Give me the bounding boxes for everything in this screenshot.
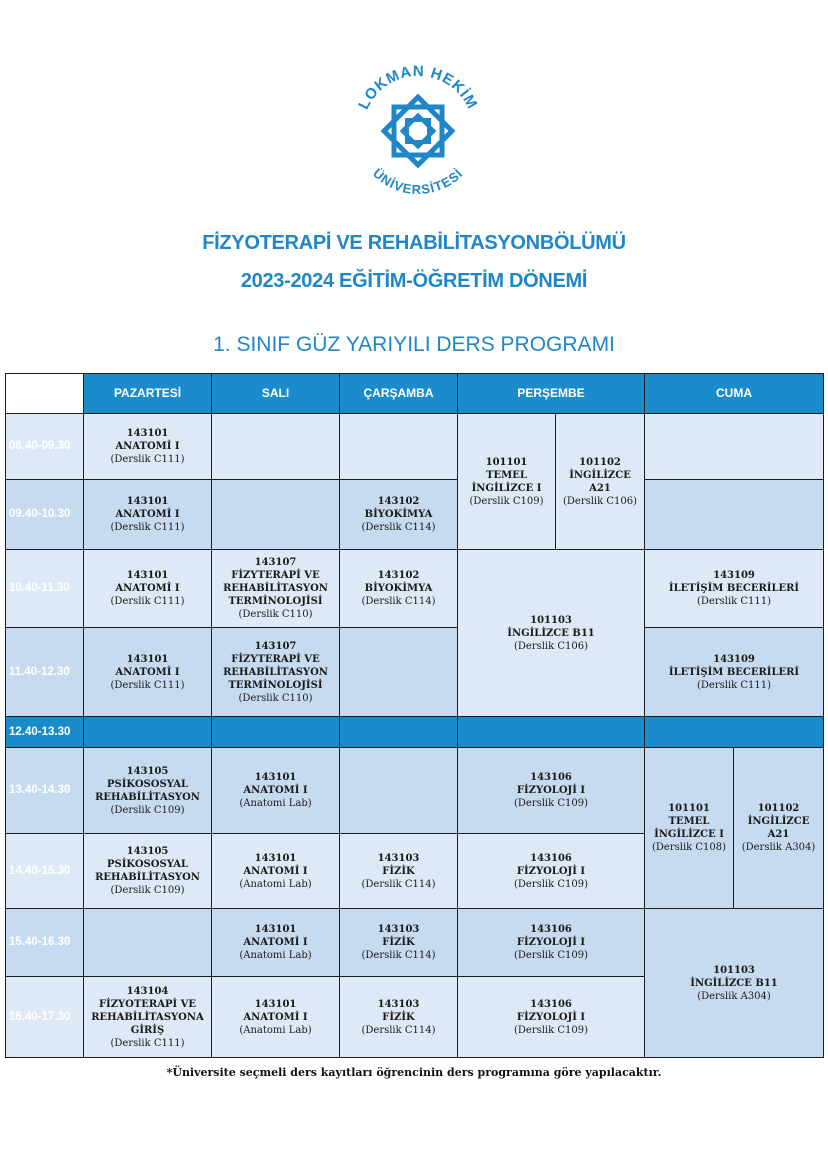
course-cell	[645, 909, 824, 1058]
course-code: 143101	[126, 496, 169, 507]
course-room: (Derslik C106)	[562, 495, 638, 507]
course-cell	[458, 550, 645, 717]
svg-text:LOKMAN HEKİM: LOKMAN HEKİM	[355, 62, 481, 113]
empty-cell	[340, 628, 458, 717]
course-cell	[212, 834, 340, 909]
course-code: 143106	[530, 852, 572, 864]
course-cell	[84, 414, 212, 480]
course-cell	[734, 748, 824, 909]
course-room: (Derslik C111)	[110, 522, 185, 533]
empty-cell	[645, 480, 824, 550]
course-name: PSİKOSOSYAL REHABİLİTASYON	[95, 778, 200, 803]
course-code: 101103	[713, 964, 755, 976]
course-code: 143107	[254, 640, 297, 652]
course-cell	[340, 834, 458, 909]
course-name: FİZİK	[382, 937, 415, 948]
course-cell	[84, 480, 212, 550]
course-code: 143101	[126, 653, 169, 665]
course-cell	[458, 414, 556, 550]
course-cell	[645, 748, 734, 909]
course-code: 143101	[126, 428, 169, 439]
course-room: (Derslik C109)	[513, 878, 589, 890]
course-name: ANATOMİ I	[243, 1011, 308, 1023]
course-name: ANATOMİ I	[115, 583, 180, 594]
course-code: 143107	[254, 557, 297, 568]
course-code: 143101	[254, 852, 297, 864]
footnote: *Üniversite seçmeli ders kayıtları öğrencinin ders programına göre yapılacaktır.	[166, 1066, 662, 1079]
day-header-friday: CUMA	[645, 374, 824, 414]
course-room: (Derslik C111)	[697, 679, 772, 691]
course-code: 143105	[126, 846, 169, 857]
course-name: TEMEL İNGİLİZCE I	[471, 469, 542, 494]
course-code: 101101	[485, 456, 528, 468]
course-room: (Anatomi Lab)	[239, 798, 312, 809]
course-room: (Derslik C109)	[110, 885, 185, 896]
course-room: (Derslik C111)	[110, 596, 185, 607]
course-code: 143101	[254, 924, 297, 935]
department-title: FİZYOTERAPİ VE REHABİLİTASYONBÖLÜMÜ	[202, 232, 626, 254]
empty-cell	[84, 909, 212, 977]
course-cell	[84, 977, 212, 1058]
course-room: (Derslik C109)	[110, 804, 185, 816]
course-code: 101102	[757, 803, 800, 814]
time-slot: 09.40-10.30	[6, 480, 84, 550]
course-cell	[84, 748, 212, 834]
course-room: (Derslik C110)	[238, 609, 313, 620]
time-slot: 14.40-15.30	[6, 834, 84, 909]
course-code: 143109	[713, 653, 755, 665]
lunch-cell	[212, 717, 340, 748]
time-slot: 12.40-13.30	[6, 717, 84, 748]
course-code: 143103	[377, 924, 420, 935]
course-room: (Derslik C110)	[238, 692, 313, 704]
course-room: (Derslik C111)	[110, 454, 185, 465]
course-room: (Derslik C111)	[110, 1037, 185, 1049]
course-name: FİZYOTERAPİ VE REHABİLİTASYONA GİRİŞ	[91, 998, 204, 1036]
course-room: (Derslik C106)	[513, 640, 589, 652]
course-name: FİZYOLOJİ I	[516, 865, 586, 877]
course-name: FİZYOLOJİ I	[516, 937, 586, 948]
time-slot: 13.40-14.30	[6, 748, 84, 834]
course-cell	[84, 834, 212, 909]
course-code: 143102	[377, 570, 420, 581]
empty-cell	[212, 480, 340, 550]
lunch-cell	[645, 717, 824, 748]
course-room: (Anatomi Lab)	[239, 1024, 312, 1036]
course-code: 143106	[530, 772, 572, 783]
course-room: (Derslik C114)	[361, 950, 436, 961]
university-logo	[345, 58, 491, 204]
lunch-cell	[84, 717, 212, 748]
course-code: 143105	[126, 765, 169, 777]
schedule-table	[5, 373, 824, 1058]
course-code: 143106	[530, 924, 572, 935]
course-cell	[84, 550, 212, 628]
course-name: İNGİLİZCE B11	[507, 627, 595, 639]
course-name: İLETİŞİM BECERİLERİ	[668, 583, 800, 594]
course-name: ANATOMİ I	[243, 865, 308, 877]
course-name: İNGİLİZCE B11	[690, 977, 778, 989]
course-cell	[212, 909, 340, 977]
course-name: İNGİLİZCE A21	[747, 816, 810, 840]
course-name: ANATOMİ I	[115, 441, 180, 452]
course-name: TEMEL İNGİLİZCE I	[654, 816, 724, 840]
course-name: FİZİK	[382, 1011, 415, 1023]
header-corner	[6, 374, 84, 414]
day-header-monday: PAZARTESİ	[84, 374, 212, 414]
course-cell	[340, 480, 458, 550]
course-cell	[645, 550, 824, 628]
course-room: (Derslik C114)	[361, 878, 436, 890]
course-name: İLETİŞİM BECERİLERİ	[668, 666, 800, 678]
course-room: (Derslik C111)	[110, 679, 185, 691]
lunch-cell	[458, 717, 645, 748]
course-cell	[212, 550, 340, 628]
course-room: (Derslik C114)	[361, 596, 436, 607]
course-cell	[556, 414, 645, 550]
course-code: 101103	[530, 614, 572, 626]
course-name: ANATOMİ I	[115, 509, 180, 520]
time-slot: 11.40-12.30	[6, 628, 84, 717]
course-room: (Derslik C109)	[513, 1024, 589, 1036]
course-name: BİYOKİMYA	[364, 583, 433, 594]
course-code: 143106	[530, 998, 572, 1010]
course-code: 143101	[254, 772, 297, 783]
time-slot: 15.40-16.30	[6, 909, 84, 977]
course-room: (Derslik C108)	[652, 842, 727, 853]
course-cell	[212, 977, 340, 1058]
course-name: FİZYOLOJİ I	[516, 1011, 586, 1023]
empty-cell	[340, 748, 458, 834]
day-header-tuesday: SALI	[212, 374, 340, 414]
course-room: (Derslik C109)	[513, 950, 589, 961]
course-name: PSİKOSOSYAL REHABİLİTASYON	[95, 859, 200, 883]
course-cell	[458, 834, 645, 909]
course-cell	[458, 909, 645, 977]
time-slot: 16.40-17.30	[6, 977, 84, 1058]
course-cell	[645, 628, 824, 717]
course-code: 143104	[126, 985, 169, 997]
program-title: 1. SINIF GÜZ YARIYILI DERS PROGRAMI	[213, 333, 615, 356]
empty-cell	[212, 414, 340, 480]
course-code: 143102	[377, 496, 420, 507]
academic-year-title: 2023-2024 EĞİTİM-ÖĞRETİM DÖNEMİ	[240, 270, 588, 292]
course-room: (Derslik A304)	[741, 842, 816, 853]
course-name: BİYOKİMYA	[364, 509, 433, 520]
course-name: FİZİK	[382, 865, 415, 877]
course-cell	[212, 628, 340, 717]
course-name: ANATOMİ I	[115, 666, 180, 678]
course-code: 143103	[377, 852, 420, 864]
course-room: (Derslik C114)	[361, 1024, 436, 1036]
course-cell	[340, 977, 458, 1058]
course-code: 143109	[713, 570, 755, 581]
course-code: 101101	[668, 803, 710, 814]
time-slot: 10.40-11.30	[6, 550, 84, 628]
course-room: (Anatomi Lab)	[239, 950, 312, 961]
course-cell	[458, 748, 645, 834]
course-name: ANATOMİ I	[243, 785, 308, 796]
course-cell	[212, 748, 340, 834]
day-header-wednesday: ÇARŞAMBA	[340, 374, 458, 414]
course-name: FİZYTERAPİ VE REHABİLİTASYON TERMİNOLOJİSİ	[223, 653, 328, 691]
course-name: FİZYTERAPİ VE REHABİLİTASYON TERMİNOLOJİSİ	[223, 570, 328, 607]
lunch-cell	[340, 717, 458, 748]
course-cell	[340, 550, 458, 628]
course-room: (Derslik A304)	[697, 990, 771, 1002]
day-header-thursday: PERŞEMBE	[458, 374, 645, 414]
course-code: 143103	[377, 998, 420, 1010]
course-name: ANATOMİ I	[243, 937, 308, 948]
course-room: (Derslik C109)	[513, 798, 589, 809]
course-cell	[84, 628, 212, 717]
course-code: 101102	[579, 456, 621, 468]
course-room: (Derslik C109)	[469, 495, 544, 507]
course-room: (Anatomi Lab)	[239, 878, 312, 890]
time-slot: 08.40-09.30	[6, 414, 84, 480]
course-name: İNGİLİZCE A21	[569, 469, 631, 494]
course-room: (Derslik C114)	[361, 522, 436, 533]
svg-text:ÜNİVERSİTESİ: ÜNİVERSİTESİ	[370, 165, 466, 198]
course-room: (Derslik C111)	[697, 596, 772, 607]
empty-cell	[340, 414, 458, 480]
course-cell	[458, 977, 645, 1058]
course-cell	[340, 909, 458, 977]
course-name: FİZYOLOJİ I	[516, 785, 586, 796]
course-code: 143101	[254, 998, 297, 1010]
course-code: 143101	[126, 570, 169, 581]
empty-cell	[645, 414, 824, 480]
